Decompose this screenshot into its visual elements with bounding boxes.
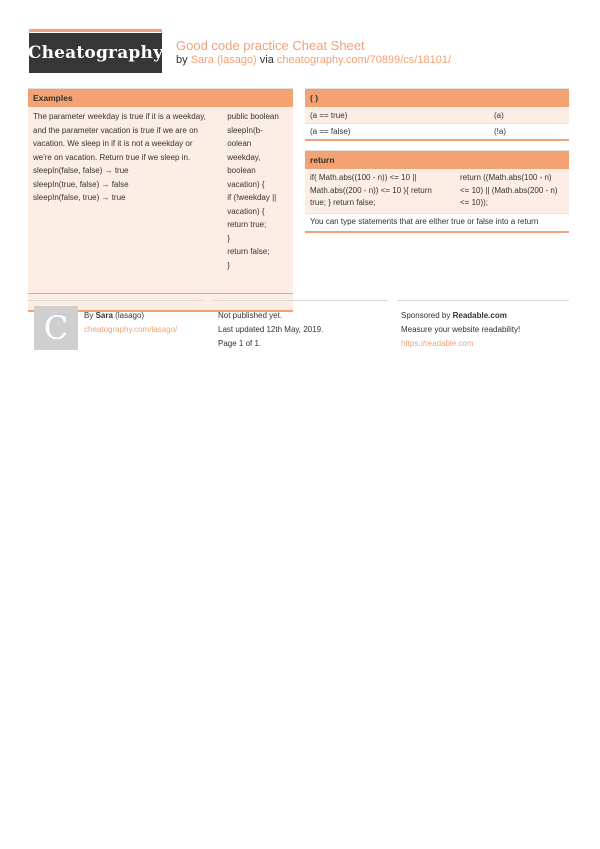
- text-line: vacation. We sleep in if it is not a weekday or: [33, 139, 193, 148]
- examples-heading: Examples: [28, 88, 293, 107]
- byline-by: by: [176, 54, 188, 66]
- code-line: oolean: [227, 139, 252, 148]
- code-line: }: [227, 260, 230, 270]
- footer-divider: [397, 300, 569, 301]
- code-line: vacation) {: [227, 179, 265, 189]
- return-bottom-border: [305, 231, 569, 233]
- expr-cell: (a == true): [310, 110, 348, 120]
- page-title: Good code practice Cheat Sheet: [176, 38, 365, 53]
- byline-via: via: [259, 54, 274, 66]
- sponsor-link[interactable]: https://readable.com: [401, 339, 474, 348]
- footer-divider: [28, 300, 203, 301]
- sheet-url-link[interactable]: cheatography.com/70899/cs/18101/: [276, 54, 452, 66]
- return-code-right: [460, 172, 564, 210]
- text-line: sleepIn(false, true) → true: [33, 193, 126, 202]
- page-number: Page 1 of 1.: [218, 339, 262, 348]
- code-line: boolean: [227, 166, 256, 175]
- paren-heading: ( ): [305, 88, 569, 107]
- code-line: }: [227, 233, 230, 243]
- code-line: if (!weekday ||: [227, 193, 277, 202]
- code-line: return false;: [227, 247, 270, 256]
- author-link[interactable]: Sara (lasago): [190, 54, 257, 66]
- code-line: sleepIn(b-: [227, 125, 263, 135]
- footer-by-word: By: [84, 311, 94, 320]
- text-line: sleepIn(false, false) → true: [33, 166, 129, 175]
- footer-author-name: Sara: [95, 311, 113, 320]
- code-line: public boolean: [227, 112, 279, 121]
- return-section: [305, 150, 569, 233]
- examples-section: [28, 88, 293, 312]
- code-line: if( Math.abs((100 - n)) <= 10 ||: [310, 173, 417, 182]
- code-line: vacation) {: [227, 206, 265, 216]
- cheatography-logo[interactable]: Cheatography: [29, 33, 162, 73]
- footer-divider: [213, 300, 388, 301]
- byline: [176, 54, 451, 66]
- text-line: we're on vacation. Return true if we sleep in.: [33, 152, 191, 162]
- code-line: <= 10));: [460, 198, 489, 207]
- footer-author-col: [84, 309, 177, 337]
- footer-author-handle: (lasago): [115, 311, 145, 320]
- examples-description: [33, 110, 227, 293]
- code-line: true; } return false;: [310, 198, 376, 207]
- code-line: <= 10) || (Math.abs(200 - n): [460, 185, 558, 195]
- expr-cell: (a == false): [310, 127, 351, 136]
- code-line: weekday,: [227, 152, 261, 162]
- text-line: The parameter weekday is true if it is a weekday,: [33, 112, 206, 121]
- footer-author-link[interactable]: cheatography.com/lasago/: [84, 325, 178, 334]
- result-cell: (!a): [494, 127, 506, 136]
- footer-author-line: [84, 309, 177, 323]
- sponsor-line: [401, 309, 520, 323]
- text-line: sleepIn(true, false) → false: [33, 179, 129, 189]
- publish-status: Not published yet.: [218, 311, 283, 320]
- footer-sponsor-col: [401, 309, 520, 351]
- logo-accent-line: [29, 29, 162, 32]
- sponsor-prefix: Sponsored by: [401, 311, 451, 320]
- sponsor-tagline: Measure your website readability!: [401, 325, 521, 334]
- footer-meta-col: [218, 309, 323, 351]
- table-row: [305, 107, 569, 123]
- author-avatar[interactable]: C: [34, 306, 78, 350]
- table-row: [305, 123, 569, 139]
- return-code-left: [310, 172, 460, 210]
- return-body: [305, 169, 569, 213]
- sponsor-name: Readable.com: [452, 311, 507, 320]
- last-updated: Last updated 12th May, 2019.: [218, 325, 324, 334]
- result-cell: (a): [494, 110, 504, 120]
- paren-section: [305, 88, 569, 141]
- return-note: You can type statements that are either true or false into a return: [305, 213, 569, 231]
- code-line: return ((Math.abs(100 - n): [460, 173, 552, 182]
- return-heading: return: [305, 150, 569, 169]
- examples-code: [227, 110, 288, 293]
- code-line: return true;: [227, 220, 267, 229]
- code-line: Math.abs((200 - n)) <= 10 ){ return: [310, 185, 432, 195]
- examples-body: [28, 107, 293, 293]
- paren-bottom-border: [305, 139, 569, 141]
- text-line: and the parameter vacation is true if we are on: [33, 125, 198, 135]
